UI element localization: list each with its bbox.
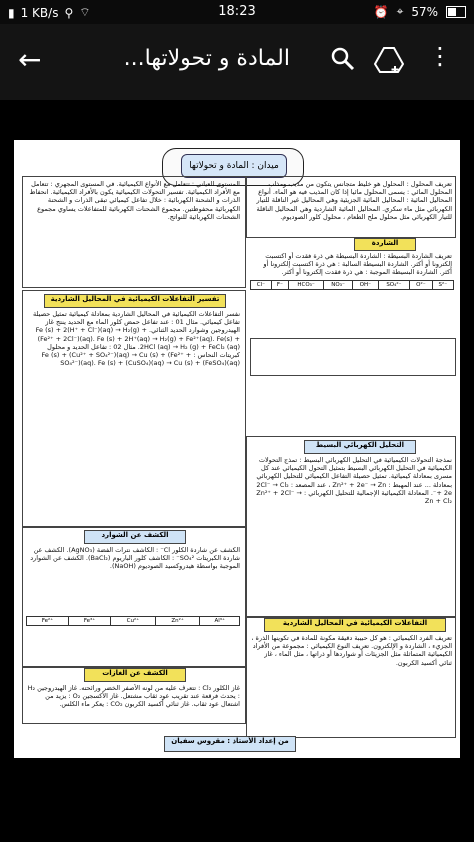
solution-definitions: تعريف المحلول : المحلول هو خليط متجانس يتكون من مذيب ومذاب. المحلول المائي : يسمى المحلول مائيا إذا كان المذيب فيه هو الماء. أنواع المحاليل المائية : المحاليل المائية الجزيئية وهي المحاليل غير الناقلة للتيار الكهربائي مثل ماء سكري. المحاليل المائية الشاردية وهي المحاليل الناقلة للتيار الكهربائي مثل محلول ملح الطعام ، محلول كلور الصوديوم. [256, 180, 452, 221]
cations-table [26, 616, 240, 626]
cation-cell: Fe³⁺ [69, 617, 111, 626]
anion-cell: Cl⁻ [251, 281, 272, 290]
ions-test-text: الكشف عن شاردة الكلور Cl⁻ : الكاشف نترات الفضة (AgNO₃). الكشف عن شاردة الكبريتات SO₄²⁻ : الكاشف كلور الباريوم (BaCl₂). الكشف عن الشوارد الموجبة بواسطة هيدروكسيد الصوديوم (NaOH). [30, 546, 240, 571]
anion-cell: S²⁻ [432, 281, 453, 290]
cation-cell: Zn²⁺ [155, 617, 200, 626]
anion-cell: SO₄²⁻ [378, 281, 409, 290]
signal-icon: ▮ [8, 5, 15, 20]
ionic-reactions-band: التفاعلات الكيميائية في المحاليل الشاردية [264, 618, 446, 632]
drive-add-icon[interactable] [374, 46, 404, 74]
cation-cell: Cu²⁺ [111, 617, 156, 626]
anion-cell: OH⁻ [353, 281, 379, 290]
electrolysis-band: التحليل الكهربائي البسيط [304, 440, 416, 454]
network-speed: 1 KB/s [20, 5, 59, 20]
usb-icon: ⚲ [64, 5, 74, 20]
anions-table [250, 280, 454, 290]
battery-icon [446, 6, 466, 18]
wifi-icon: ⌔ [79, 5, 91, 19]
reaction-examples: نفسر التفاعلات الكيميائية في المحاليل الشاردية بمعادلة كيميائية تمثيل حصيلة تفاعل كيميائي. مثال 01 : عند تفاعل حمض كلور الماء مع الحديد ينتج غاز الهيدروجين وشوارد الحديد الثنائي. Fe (s) + 2(H⁺ + Cl⁻)(aq) → H₂(g) + (Fe²⁺ + 2Cl⁻)(aq). Fe (s) + 2H⁺(aq) → H₂(g) + Fe²⁺(aq). Fe(s) + 2HCl (aq) → H₂ (g) + FeCl₂ (aq). مثال 02 : تفاعل الحديد و محلول كبريتات النحاس : Fe (s) + (Cu²⁺ + SO₄²⁻)(aq) → Cu (s) + (Fe²⁺ + SO₄²⁻)(aq). Fe (s) + (CuSO₄)(aq) → Cu (s) + (FeSO₄)(aq) [33, 310, 240, 368]
anion-cell: F⁻ [271, 281, 288, 290]
alarm-icon: ⏰ [373, 4, 389, 19]
macro-micro-text: المستوى العياني : تتعامل مع الأنواع الكيميائية. في المستوى المجهري : تتعامل مع الأفراد الكيميائية. تفسير التحولات الكيميائية يكون بالأفراد الكيميائية. انحفاظ الذرات و الشحنة الكهربائية : خلال تفاعل كيميائي تبقى الذرات و الشحنة الكهربائية محفوظتين. مجموع الشحنات الكهربائية للمتفاعلات يساوي مجموع الشحنات الكهربائية للنواتج. [29, 180, 240, 221]
status-bar [0, 0, 474, 24]
clock: 18:23 [218, 4, 256, 19]
more-options-icon[interactable]: ⋮ [428, 42, 452, 70]
cation-cell: Fe²⁺ [27, 617, 69, 626]
cation-cell: Al³⁺ [200, 617, 240, 626]
ions-definition: تعريف الشاردة البسيطة : الشاردة البسيطة هي ذرة فقدت أو اكتسبت إلكترونا أو أكثر. الشاردة البسيطة السالبة : هي ذرة اكتسبت إلكترونا أو أكثر. الشاردة البسيطة الموجبة : هي ذرة فقدت إلكترونا أو أكثر. [263, 252, 452, 276]
electrolysis-text: نمذجة التحولات الكيميائية في التحليل الكهربائي البسيط : تمذج التحولات الكيميائية في التحليل الكهربائي البسيط بتمثيل التحول الكيميائي عند كل مسرى بمعادلة كيميائية. تمثيل حصيلة التفاعل الكيميائي للتحليل الكهربائي بمعادلة ... عند المهبط : Zn²⁺ + 2e⁻ → Zn ، عند المصعد : 2Cl⁻ → Cl₂ + 2e⁻. المعادلة الكيميائية الإجمالية للتحليل الكهربائي : Zn²⁺ + 2Cl⁻ → Zn + Cl₂ [256, 456, 452, 506]
back-arrow-icon[interactable]: ← [18, 43, 42, 76]
cations-table-box [250, 338, 456, 376]
anion-cell: O²⁻ [410, 281, 433, 290]
ions-test-band: الكشف عن الشوارد [84, 530, 186, 544]
page-title: المادة و تحولاتها... [123, 46, 290, 71]
battery-percent: 57% [411, 4, 438, 19]
anion-cell: HCO₃⁻ [289, 281, 324, 290]
interpret-reactions-band: تفسير التفاعلات الكيميائية في المحاليل الشاردية [44, 294, 226, 308]
chemical-species-text: تعريف الفرد الكيميائي : هو كل حبيبة دقيقة مكونة للمادة في تكوينها الذرة ، الجزيء ، الشاردة و الإلكترون. تعريف النوع الكيميائي : مجموعة من الأفراد الكيميائية المتماثلة مثل الجزيئات أو شواردها أو ذراتها ، مثل الماء ، غاز ثنائي أكسيد الكربون. [251, 634, 452, 667]
ions-band: الشاردة [354, 238, 416, 251]
gases-text: غاز الكلور Cl₂ : تتعرف عليه من لونه الأصفر الخضر ورائحته. غاز الهيدروجين H₂ : يحدث فرقعة عند تقريب عود ثقاب مشتعل. غاز الأكسجين O₂ : يزيد من اشتعال عود ثقاب. غاز ثنائي أكسيد الكربون CO₂ : يعكر ماء الكلس. [27, 684, 240, 709]
anion-cell: NO₃⁻ [324, 281, 353, 290]
bottom-bar [0, 800, 474, 842]
app-bar [0, 24, 474, 100]
doc-header-label: ميدان : المادة و تحولاتها [181, 154, 287, 178]
gases-test-band: الكشف عن الغازات [84, 668, 186, 682]
location-icon: ⌖ [396, 4, 404, 18]
document-page [14, 140, 460, 758]
search-icon[interactable] [330, 46, 356, 72]
author-footer: من إعداد الأستاذ : مقروس سفيان [164, 736, 296, 752]
